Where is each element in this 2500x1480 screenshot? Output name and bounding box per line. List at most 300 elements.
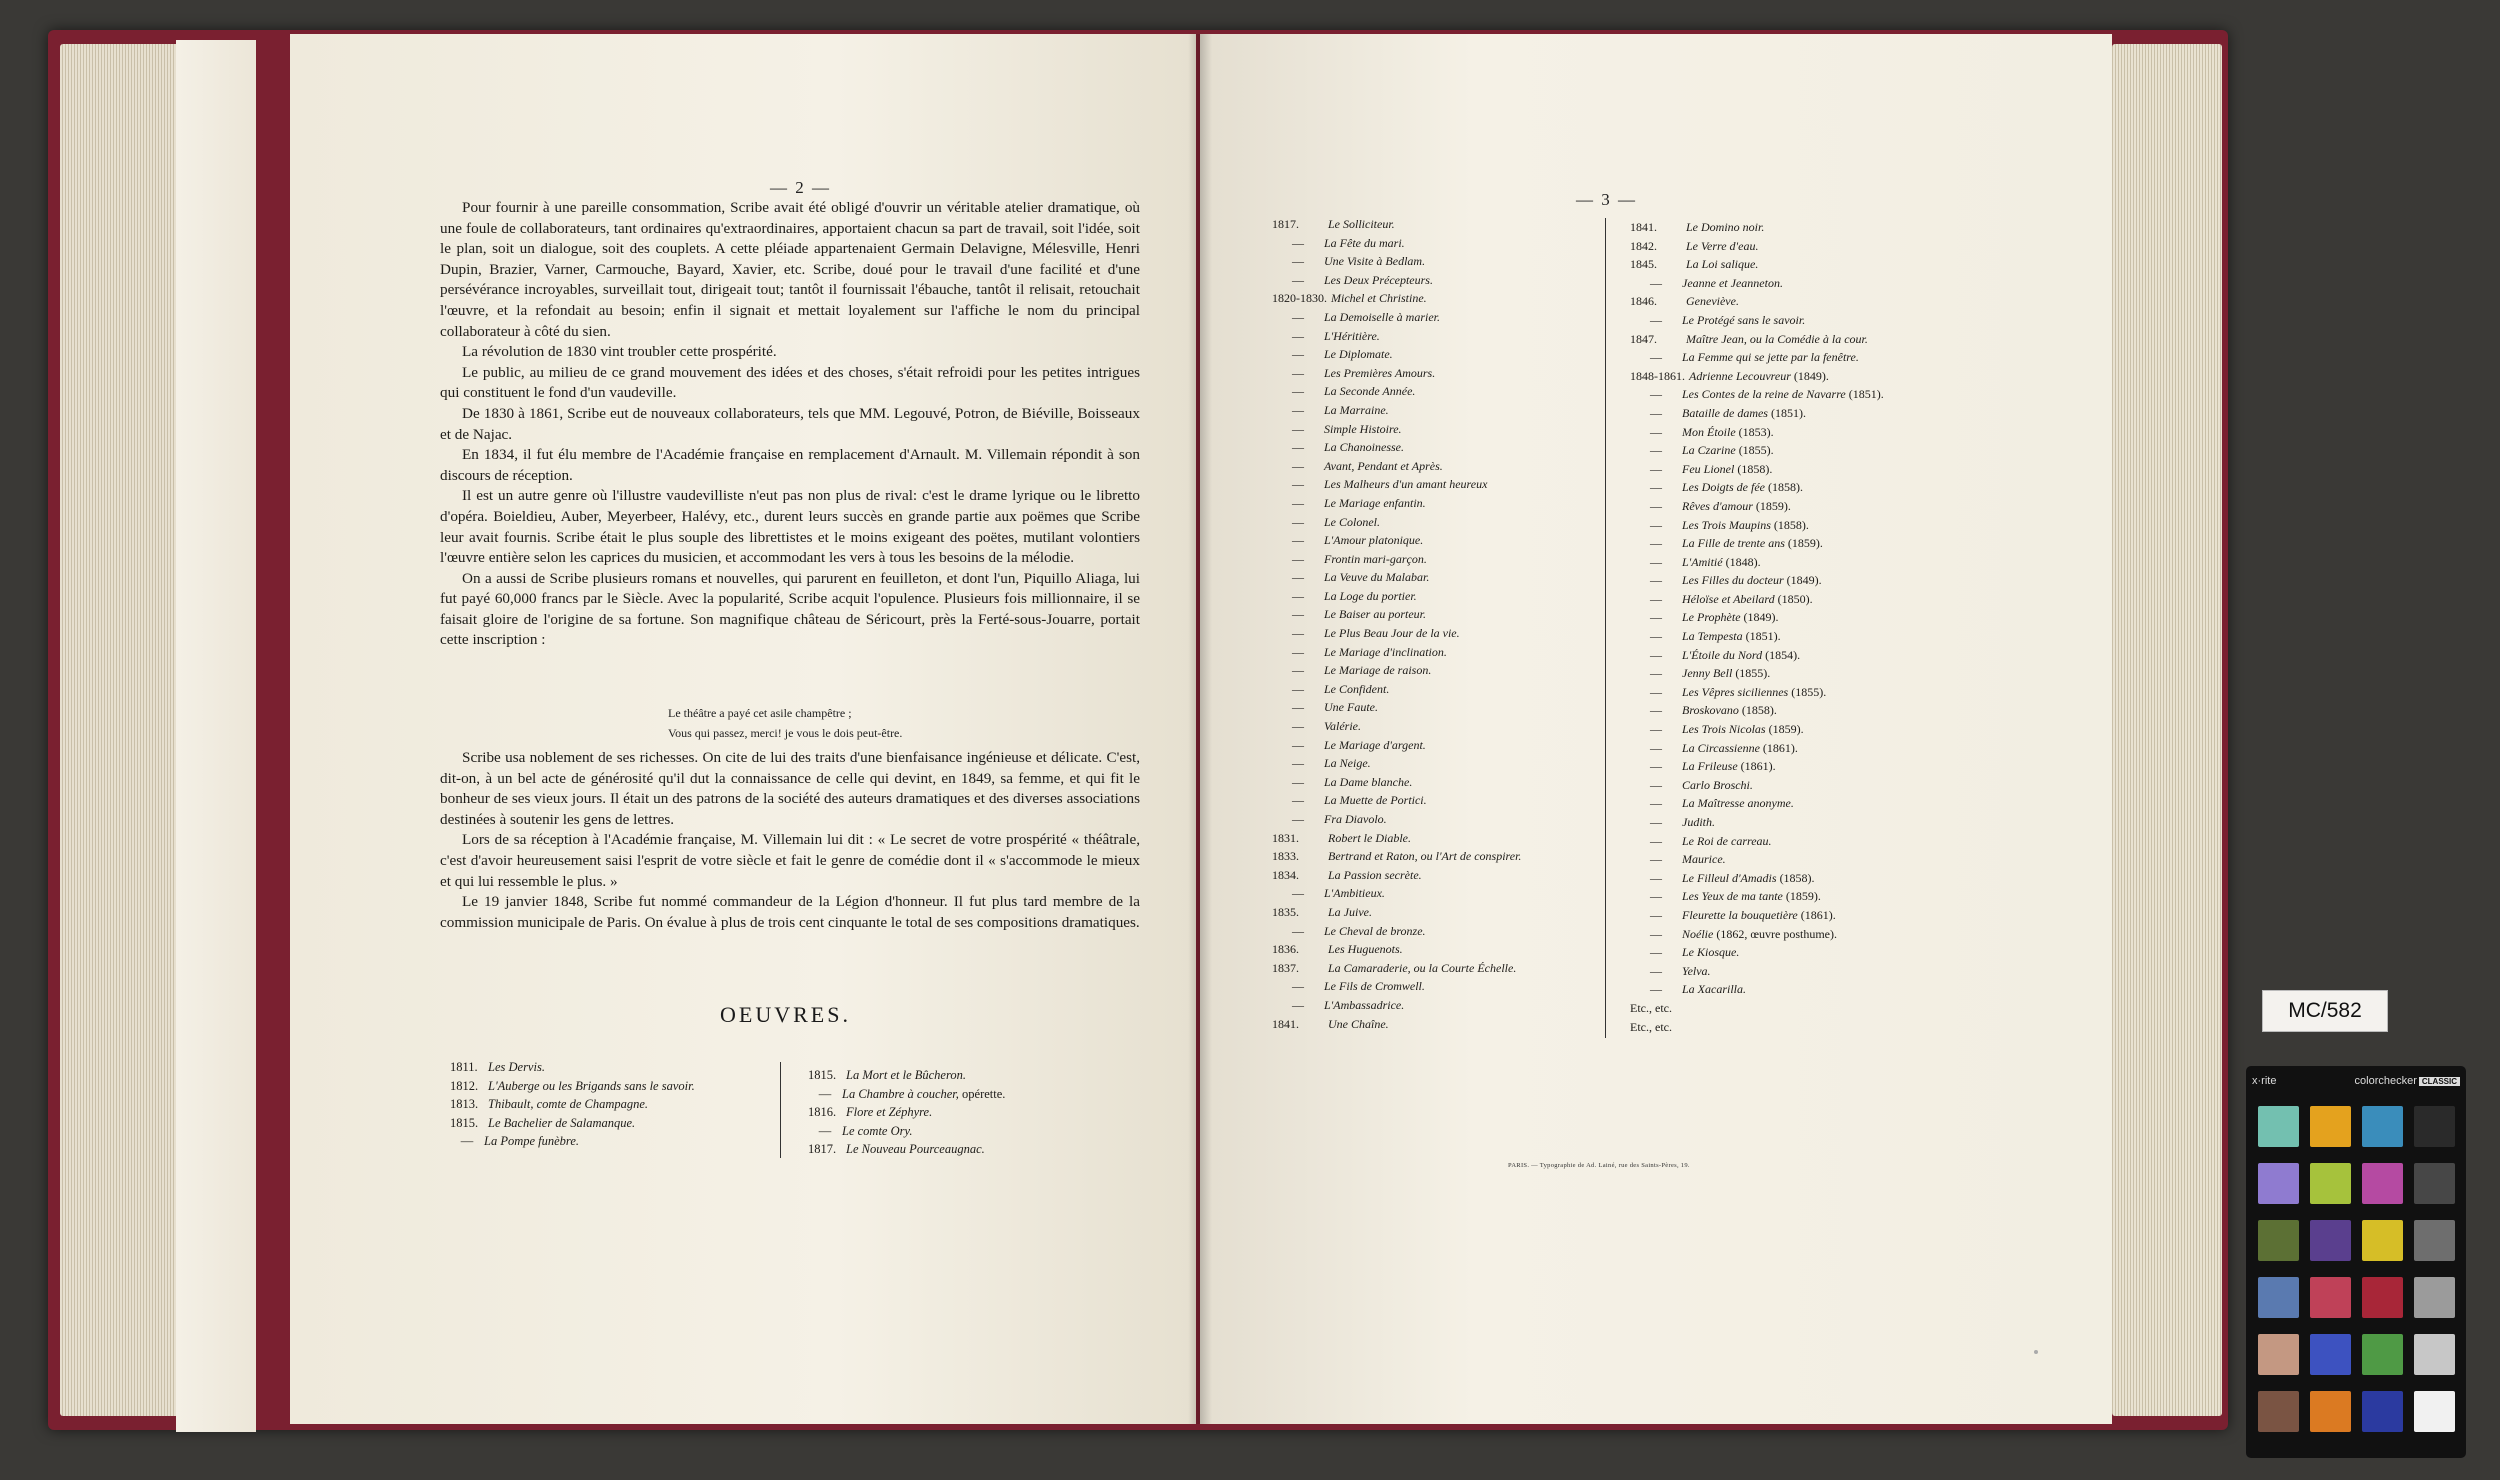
checker-header xyxy=(2252,1072,2460,1090)
work-title: Le Baiser au porteur. xyxy=(1324,607,1426,622)
work-note: (1862, œuvre posthume). xyxy=(1713,926,1837,941)
work-entry xyxy=(450,1095,695,1114)
work-title: L'Héritière. xyxy=(1324,328,1380,343)
work-year: — xyxy=(1650,907,1662,922)
work-year: — xyxy=(1292,997,1304,1012)
work-year: — xyxy=(1292,886,1304,901)
biography-text xyxy=(440,198,1140,651)
works-list-left-col2 xyxy=(808,1066,1005,1159)
color-checker-card xyxy=(2246,1066,2466,1458)
work-title: La Xacarilla. xyxy=(1682,982,1747,997)
work-entry xyxy=(1272,327,1521,346)
work-entry xyxy=(450,1077,695,1096)
works-list-right-col2 xyxy=(1630,218,1884,1036)
work-title: Les Vêpres siciliennes xyxy=(1682,684,1789,699)
work-title: La Loge du portier. xyxy=(1324,588,1417,603)
work-year: — xyxy=(1650,833,1662,848)
work-year: — xyxy=(1650,945,1662,960)
work-entry xyxy=(1630,237,1884,256)
work-year: 1816. xyxy=(808,1105,837,1119)
work-entry xyxy=(1272,661,1521,680)
work-entry xyxy=(1272,252,1521,271)
work-entry xyxy=(1272,977,1521,996)
work-entry xyxy=(1272,624,1521,643)
work-entry xyxy=(1272,345,1521,364)
work-year: 1845. xyxy=(1630,257,1657,272)
work-year: 1837. xyxy=(1272,960,1299,975)
work-title: L'Auberge ou les Brigands sans le savoir. xyxy=(488,1078,695,1093)
work-title: Les Huguenots. xyxy=(1328,942,1403,957)
color-patch xyxy=(2414,1334,2455,1375)
work-note: (1851). xyxy=(1845,387,1884,402)
work-entry xyxy=(1630,385,1884,404)
work-entry xyxy=(1630,757,1884,776)
work-title: Maître Jean, ou la Comédie à la cour. xyxy=(1686,331,1868,346)
work-entry xyxy=(1630,348,1884,367)
work-title: La Juive. xyxy=(1328,904,1372,919)
work-entry xyxy=(1272,773,1521,792)
color-patch xyxy=(2258,1106,2299,1147)
work-entry xyxy=(1272,810,1521,829)
work-entry xyxy=(1272,605,1521,624)
color-patch xyxy=(2414,1277,2455,1318)
work-year: — xyxy=(1292,421,1304,436)
work-year: — xyxy=(818,1123,832,1138)
work-title: Maurice. xyxy=(1682,852,1726,867)
work-title: La Veuve du Malabar. xyxy=(1324,570,1430,585)
work-year: — xyxy=(1650,982,1662,997)
work-title: Le Fils de Cromwell. xyxy=(1324,979,1425,994)
work-title: La Mort et le Bûcheron. xyxy=(846,1068,967,1082)
color-patch xyxy=(2310,1277,2351,1318)
work-title: Broskovano xyxy=(1682,703,1739,718)
color-patch xyxy=(2310,1106,2351,1147)
work-title: Le Mariage d'argent. xyxy=(1324,737,1426,752)
work-year: — xyxy=(1650,963,1662,978)
work-entry xyxy=(808,1103,1005,1122)
work-year: — xyxy=(1650,684,1662,699)
work-title: Le Domino noir. xyxy=(1686,220,1765,234)
work-entry xyxy=(1272,382,1521,401)
work-year: — xyxy=(1650,517,1662,532)
work-year: — xyxy=(1650,350,1662,365)
work-title: Le Mariage enfantin. xyxy=(1324,495,1426,510)
work-entry xyxy=(1630,925,1884,944)
work-title: Le Cheval de bronze. xyxy=(1324,923,1426,938)
work-year: 1815. xyxy=(450,1115,479,1130)
work-entry xyxy=(1272,698,1521,717)
work-title: Héloïse et Abeilard xyxy=(1682,591,1775,606)
work-title: Le Nouveau Pourceaugnac. xyxy=(846,1142,985,1156)
work-note: (1858). xyxy=(1765,480,1803,495)
work-note: (1855). xyxy=(1788,684,1827,699)
work-entry xyxy=(450,1114,695,1133)
work-title: Les Deux Précepteurs. xyxy=(1324,272,1433,287)
work-year: 1831. xyxy=(1272,830,1299,845)
work-title: Le Solliciteur. xyxy=(1328,217,1395,231)
work-entry xyxy=(450,1058,695,1077)
work-year: — xyxy=(1292,737,1304,752)
work-title: Le Kiosque. xyxy=(1682,945,1740,960)
work-title: Le Roi de carreau. xyxy=(1682,833,1772,848)
work-title: Le Confident. xyxy=(1324,681,1390,696)
work-title: Bataille de dames xyxy=(1682,405,1768,420)
work-year: Etc., etc. xyxy=(1630,1000,1672,1015)
work-entry xyxy=(1272,587,1521,606)
work-year: — xyxy=(1650,722,1662,737)
work-entry xyxy=(1630,906,1884,925)
work-year: 1833. xyxy=(1272,849,1299,864)
work-entry xyxy=(1272,215,1521,234)
work-year: — xyxy=(1292,700,1304,715)
work-title: Jenny Bell xyxy=(1682,666,1733,681)
work-year: — xyxy=(1650,889,1662,904)
paragraph: On a aussi de Scribe plusieurs romans et nouvelles, qui parurent en feuilleton, et dont l'un, Piquillo Aliaga, lui fut payé 60,000 francs par le Siècle. Avec la popularité, Scribe acquit l'opulence. Plusieurs fois millionnaire, il se faisait gloire de l'origine de sa fortune. Son magnifique château de Séricourt, près la Ferté-sous-Jouarre, portait cette inscription : xyxy=(440,569,1140,649)
paragraph: Lors de sa réception à l'Académie française, M. Villemain lui dit : « Le secret de votre prospérité « théâtrale, c'est d'avoir heureusement saisi l'esprit de votre siècle et fait le genre de comédie dont il « s'accommode le mieux et qui lui ressemble le plus. » xyxy=(440,831,1140,890)
work-title: Carlo Broschi. xyxy=(1682,777,1753,792)
work-note: (1861). xyxy=(1737,759,1776,774)
work-year: — xyxy=(1650,666,1662,681)
page-edges-right xyxy=(2112,44,2222,1416)
work-entry xyxy=(1630,627,1884,646)
work-entry xyxy=(1272,791,1521,810)
work-entry xyxy=(1272,531,1521,550)
work-entry xyxy=(1272,420,1521,439)
work-title: La Femme qui se jette par la fenêtre. xyxy=(1682,350,1859,365)
work-year: Etc., etc. xyxy=(1630,1019,1672,1034)
work-year: — xyxy=(1292,477,1304,492)
work-note: (1848). xyxy=(1722,554,1761,569)
page-edges-left xyxy=(60,44,192,1416)
work-year: — xyxy=(1650,610,1662,625)
work-year: — xyxy=(1292,347,1304,362)
work-year: — xyxy=(1650,443,1662,458)
work-title: Fleurette la bouquetière xyxy=(1682,907,1798,922)
work-note: (1859). xyxy=(1782,889,1821,904)
work-year: — xyxy=(1650,554,1662,569)
work-year: — xyxy=(1650,926,1662,941)
work-title: Frontin mari-garçon. xyxy=(1324,551,1427,566)
work-year: 1817. xyxy=(1272,217,1299,231)
work-year: — xyxy=(1292,533,1304,548)
work-year: 1812. xyxy=(450,1078,479,1093)
work-note: (1849). xyxy=(1790,368,1829,383)
work-entry xyxy=(1630,423,1884,442)
color-patch xyxy=(2362,1277,2403,1318)
book-gutter xyxy=(1188,34,1212,1424)
color-patch xyxy=(2414,1220,2455,1261)
work-entry xyxy=(1630,720,1884,739)
work-year: — xyxy=(1292,607,1304,622)
work-entry xyxy=(1630,497,1884,516)
work-entry xyxy=(1272,401,1521,420)
work-entry xyxy=(1272,234,1521,253)
work-entry xyxy=(1272,289,1521,308)
work-entry xyxy=(1630,850,1884,869)
work-entry xyxy=(1272,513,1521,532)
work-note: (1853). xyxy=(1735,424,1774,439)
work-year: 1820-1830. xyxy=(1272,291,1327,306)
checker-product: colorchecker CLASSIC xyxy=(2355,1075,2460,1087)
work-title: La Neige. xyxy=(1324,756,1371,771)
work-year: — xyxy=(1292,663,1304,678)
work-entry xyxy=(1630,664,1884,683)
work-entry xyxy=(1630,832,1884,851)
work-year: 1842. xyxy=(1630,238,1657,253)
work-year: — xyxy=(1650,461,1662,476)
biography-text-continued xyxy=(440,748,1140,933)
work-entry xyxy=(1630,534,1884,553)
work-note: (1855). xyxy=(1735,443,1774,458)
work-entry xyxy=(1630,683,1884,702)
work-entry xyxy=(1272,754,1521,773)
work-entry xyxy=(1630,330,1884,349)
work-title: La Muette de Portici. xyxy=(1324,793,1427,808)
color-patch xyxy=(2362,1106,2403,1147)
work-title: Les Trois Nicolas xyxy=(1682,722,1766,737)
work-year: — xyxy=(1292,402,1304,417)
work-entry xyxy=(1272,717,1521,736)
inscription-line: Vous qui passez, merci! je vous le dois peut-être. xyxy=(668,726,903,740)
work-entry xyxy=(1272,494,1521,513)
work-title: La Tempesta xyxy=(1682,629,1743,644)
page-number-left: — 2 — xyxy=(770,178,831,197)
work-year: — xyxy=(1292,458,1304,473)
work-note: (1851). xyxy=(1742,629,1781,644)
work-year: — xyxy=(1650,312,1662,327)
work-year: — xyxy=(1292,309,1304,324)
work-note: (1858). xyxy=(1770,517,1809,532)
work-title: Mon Étoile xyxy=(1682,424,1736,439)
color-patch xyxy=(2310,1334,2351,1375)
work-entry xyxy=(1272,996,1521,1015)
work-entry xyxy=(1272,364,1521,383)
flyleaf-left xyxy=(176,40,256,1432)
work-entry xyxy=(1630,739,1884,758)
work-entry xyxy=(1272,550,1521,569)
work-entry xyxy=(1272,457,1521,476)
work-title: La Seconde Année. xyxy=(1324,384,1416,399)
work-title: Le comte Ory. xyxy=(842,1123,913,1138)
page-speck xyxy=(2034,1350,2038,1354)
work-title: La Frileuse xyxy=(1682,759,1738,774)
color-patch xyxy=(2362,1220,2403,1261)
checker-edition: CLASSIC xyxy=(2419,1077,2460,1086)
column-divider xyxy=(1605,218,1606,1038)
work-title: Les Yeux de ma tante xyxy=(1682,889,1783,904)
color-patch xyxy=(2414,1106,2455,1147)
work-note: (1859). xyxy=(1765,722,1804,737)
oeuvres-heading: OEUVRES. xyxy=(720,1002,851,1027)
work-entry xyxy=(1630,460,1884,479)
color-patch xyxy=(2310,1163,2351,1204)
work-year: 1811. xyxy=(450,1060,478,1074)
work-year: — xyxy=(1650,629,1662,644)
work-year: — xyxy=(1650,777,1662,792)
work-entry xyxy=(1272,475,1521,494)
work-title: Une Faute. xyxy=(1324,700,1378,715)
work-note: (1858). xyxy=(1738,703,1777,718)
work-title: Le Filleul d'Amadis xyxy=(1682,870,1777,885)
color-patch xyxy=(2310,1391,2351,1432)
work-entry xyxy=(1272,271,1521,290)
work-year: — xyxy=(1650,759,1662,774)
work-year: — xyxy=(1650,536,1662,551)
work-year: — xyxy=(1292,756,1304,771)
color-patch xyxy=(2258,1334,2299,1375)
work-title: Feu Lionel xyxy=(1682,461,1735,476)
work-year: 1848-1861. xyxy=(1630,368,1685,383)
work-title: La Fête du mari. xyxy=(1324,235,1405,250)
work-title: La Fille de trente ans xyxy=(1682,536,1785,551)
work-entry xyxy=(1630,887,1884,906)
work-entry xyxy=(1272,922,1521,941)
work-title: Flore et Zéphyre. xyxy=(846,1105,933,1119)
work-year: — xyxy=(1292,979,1304,994)
color-patch xyxy=(2362,1334,2403,1375)
work-title: Avant, Pendant et Après. xyxy=(1324,458,1443,473)
work-title: L'Ambitieux. xyxy=(1324,886,1385,901)
work-entry xyxy=(1630,218,1884,237)
work-entry xyxy=(1630,553,1884,572)
work-title: La Circassienne xyxy=(1682,740,1760,755)
paragraph: En 1834, il fut élu membre de l'Académie française en remplacement d'Arnault. M. Villemain répondit à son discours de réception. xyxy=(440,446,1140,484)
work-entry xyxy=(808,1085,1005,1104)
work-entry xyxy=(1630,980,1884,999)
work-entry xyxy=(1272,829,1521,848)
color-patch xyxy=(2414,1391,2455,1432)
work-title: Michel et Christine. xyxy=(1331,291,1427,306)
work-year: — xyxy=(1292,440,1304,455)
work-year: — xyxy=(1292,681,1304,696)
work-title: Noélie xyxy=(1682,926,1714,941)
work-note: (1849). xyxy=(1740,610,1779,625)
work-year: 1847. xyxy=(1630,331,1657,346)
work-year: — xyxy=(1650,498,1662,513)
work-year: — xyxy=(1292,588,1304,603)
work-title: Le Mariage de raison. xyxy=(1324,663,1432,678)
work-year: — xyxy=(1650,480,1662,495)
work-year: — xyxy=(1292,644,1304,659)
work-year: — xyxy=(1292,626,1304,641)
work-year: 1817. xyxy=(808,1142,837,1156)
work-year: — xyxy=(1292,793,1304,808)
color-patch xyxy=(2258,1391,2299,1432)
work-title: La Chanoinesse. xyxy=(1324,440,1405,455)
work-entry xyxy=(1272,959,1521,978)
work-entry xyxy=(1272,438,1521,457)
work-title: Yelva. xyxy=(1682,963,1711,978)
work-title: Les Dervis. xyxy=(488,1060,545,1074)
work-entry xyxy=(1272,903,1521,922)
work-entry xyxy=(1630,608,1884,627)
inscription-line: Le théâtre a payé cet asile champêtre ; xyxy=(668,706,852,720)
work-title: La Maîtresse anonyme. xyxy=(1682,796,1794,811)
work-title: Bertrand et Raton, ou l'Art de conspirer. xyxy=(1328,849,1522,864)
work-title: Les Doigts de fée xyxy=(1682,480,1765,495)
work-year: — xyxy=(1650,573,1662,588)
work-entry xyxy=(1272,884,1521,903)
work-entry xyxy=(1630,701,1884,720)
work-entry xyxy=(1630,869,1884,888)
work-note: (1858). xyxy=(1734,461,1773,476)
work-entry xyxy=(1630,274,1884,293)
work-title: Une Chaîne. xyxy=(1328,1016,1389,1031)
work-year: — xyxy=(1292,254,1304,269)
work-year: — xyxy=(1292,551,1304,566)
work-title: Thibault, comte de Champagne. xyxy=(488,1097,649,1111)
work-year: — xyxy=(1650,424,1662,439)
work-year: — xyxy=(1292,514,1304,529)
color-patch xyxy=(2414,1163,2455,1204)
work-entry xyxy=(1272,1015,1521,1034)
work-year: — xyxy=(1650,387,1662,402)
work-year: — xyxy=(1650,275,1662,290)
work-year: 1834. xyxy=(1272,867,1299,882)
work-year: — xyxy=(1650,405,1662,420)
work-title: Le Colonel. xyxy=(1324,514,1380,529)
work-title: Les Malheurs d'un amant heureux xyxy=(1324,477,1488,492)
work-year: — xyxy=(1292,384,1304,399)
work-title: Le Plus Beau Jour de la vie. xyxy=(1324,626,1460,641)
work-year: — xyxy=(1650,647,1662,662)
work-year: 1841. xyxy=(1630,220,1657,234)
work-title: Les Premières Amours. xyxy=(1324,365,1436,380)
work-title: Valérie. xyxy=(1324,719,1361,734)
work-year: 1813. xyxy=(450,1097,479,1111)
work-year: 1815. xyxy=(808,1068,837,1082)
work-year: 1835. xyxy=(1272,904,1299,919)
work-note: (1855). xyxy=(1732,666,1771,681)
work-note: (1861). xyxy=(1759,740,1798,755)
work-title: Les Contes de la reine de Navarre xyxy=(1682,387,1846,402)
work-entry xyxy=(1630,1018,1884,1037)
work-entry xyxy=(1630,962,1884,981)
work-year: — xyxy=(1292,365,1304,380)
work-entry xyxy=(1630,255,1884,274)
work-entry xyxy=(1630,516,1884,535)
work-year: — xyxy=(818,1086,832,1101)
work-year: — xyxy=(1650,703,1662,718)
work-note: (1849). xyxy=(1783,573,1822,588)
works-list-left-col1 xyxy=(450,1058,695,1151)
work-year: — xyxy=(1650,852,1662,867)
work-note: (1854). xyxy=(1762,647,1801,662)
work-title: L'Amitié xyxy=(1682,554,1723,569)
column-divider xyxy=(780,1062,781,1158)
work-title: Le Verre d'eau. xyxy=(1686,238,1759,253)
work-note: (1859). xyxy=(1784,536,1823,551)
work-year: — xyxy=(1292,570,1304,585)
paragraph: De 1830 à 1861, Scribe eut de nouveaux collaborateurs, tels que MM. Legouvé, Potron, de Biéville, Boisseaux et de Najac. xyxy=(440,404,1140,443)
work-note: (1859). xyxy=(1752,498,1791,513)
work-title: Rêves d'amour xyxy=(1682,498,1753,513)
work-title: Le Protégé sans le savoir. xyxy=(1682,312,1806,327)
work-title: Le Prophète xyxy=(1682,610,1741,625)
work-entry xyxy=(1272,643,1521,662)
work-entry xyxy=(1630,776,1884,795)
work-entry xyxy=(1272,736,1521,755)
work-title: Geneviève. xyxy=(1686,294,1739,309)
printer-colophon: PARIS. — Typographie de Ad. Lainé, rue des Saints-Pères, 19. xyxy=(1508,1162,1690,1169)
work-note: (1850). xyxy=(1774,591,1813,606)
work-entry xyxy=(1630,794,1884,813)
work-title: Jeanne et Jeanneton. xyxy=(1682,275,1783,290)
work-entry xyxy=(1272,308,1521,327)
work-entry xyxy=(1630,590,1884,609)
work-entry xyxy=(808,1122,1005,1141)
work-year: — xyxy=(1292,812,1304,826)
